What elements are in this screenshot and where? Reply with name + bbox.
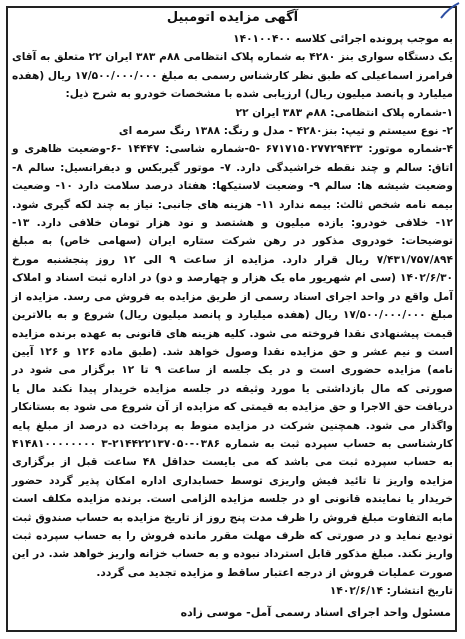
- signature-line: مسئول واحد اجرای اسناد رسمی آمل- موسی زاده: [180, 606, 451, 619]
- plate-line: ۱-شماره پلاک انتظامی: ۸۸م ۳۸۳ ایران ۲۲: [235, 106, 453, 119]
- vehicle-intro-paragraph: یک دستگاه سواری بنز ۴۲۸۰ به شماره پلاک انتظامی ۸۸م ۳۸۳ ایران ۲۲ متعلق به آقای فرامرز اسماعیلی که طبق نظر کارشناس رسمی به مبلغ ۱۷/۵۰۰/۰۰۰/۰۰۰ ریال (هفده میلیارد و پانصد میلیون ریال) ارزیابی شده با مشخصات خودرو به شرح ذیل:: [12, 51, 454, 101]
- case-number-line: به موجب پرونده اجرائی کلاسه ۱۴۰۱۰۰۴۰۰: [233, 33, 453, 45]
- notice-title: آگهی مزایده اتومبیل: [166, 10, 299, 25]
- details-paragraph: ۴-شماره موتور: ۶۷۱۷۱۵۰۲۷۷۲۹۴۳۳ -۵-شماره شاسی: ۱۴۴۴۷ -۶-وضعیت ظاهری و اتاق: سالم و چند نقطه خراشیدگی دارد. ۷- موتور گیربکس و دیفرانسیل: سالم ۸- وضعیت شیشه ها: سالم ۹- وضعیت لاستیکها: هفتاد درصد سلامت دارد ۱۰- وضعیت بیمه نامه شخص ثالث: بیمه ندارد ۱۱- هزینه های جانبی: نیاز به چند لکه گیری شود. ۱۲- خلافی خودرو: یازده میلیون و هشتصد و نود هزار تومان خلافی دارد. ۱۳- توضیحات: خودروی مذکور در رهن شرکت ستاره ایران (سهامی خاص) به مبلغ ۷/۴۳۱/۷۵۷/۸۹۴ ریال قرار دارد. مزایده از ساعت ۹ الی ۱۲ روز پنجشنبه مورخ ۱۴۰۲/۶/۳۰ (سی ام شهریور ماه یک هزار و چهارصد و دو) در اداره ثبت اسناد و املاک آمل واقع در واحد اجرای اسناد رسمی از طریق مزایده به فروش می رسد. مزایده از مبلغ ۱۷/۵۰۰/۰۰۰/۰۰۰ ریال (هفده میلیارد و پانصد میلیون ریال) شروع و به بالاترین قیمت پیشنهادی نقدا فروخته می شود. کلیه هزینه های قانونی به عهده برنده مزایده است و نیم عشر و حق مزایده نقدا وصول خواهد شد. (طبق ماده ۱۲۶ و ۱۲۶ آیین نامه) مزایده حضوری است و در یک جلسه از ساعت ۹ تا ۱۲ برگزار می شود در صورتی که مال بازداشتی یا مورد وثیقه در جلسه مزایده خریدار پیدا نکند مال یا دریافت حق الاجرا و حق مزایده به قیمتی که مزایده از آن شروع می شود به بستانکار واگذار می شود. همچنین شرکت در مزایده منوط به پرداخت ده درصد از مبلغ پایه کارشناسی به حساب سپرده ثبت به شماره ۰۳۸۶-۲۱۴۴۲۲۱۳۷۰۵۰-۳ ۴۱۴۸۱۰۰۰۰۰۰۰۰ به حساب سپرده ثبت می باشد که می بایست حداقل ۴۸ ساعت قبل از برگزاری مزایده واریز تا تائید فیش واریزی توسط حسابداری اداره امکان پذیر گردد حضور خریدار یا نماینده قانونی او در جلسه مزایده الزامی است. برنده مزایده مکلف است مابه التفاوت مبلغ فروش را ظرف مدت پنج روز از تاریخ مزایده به حساب صندوق ثبت تودیع نماید و در صورتی که ظرف مهلت مقرر مانده فروش را به حساب سپرده ثبت واریز نکند. مبلغ مذکور قابل استرداد نبوده و به حساب خزانه واریز خواهد شد. در این صورت عملیات فروش از درجه اعتبار ساقط و مزایده تجدید می گردد.: [12, 143, 454, 579]
- model-line: ۲- نوع سیستم و تیپ: بنز۴۲۸۰ - مدل و رنگ: ۱۳۸۸ رنگ سرمه ای: [118, 125, 453, 138]
- notice-body: [12, 30, 453, 601]
- publish-date: تاریخ انتشار: ۱۴۰۲/۶/۱۴: [329, 585, 453, 598]
